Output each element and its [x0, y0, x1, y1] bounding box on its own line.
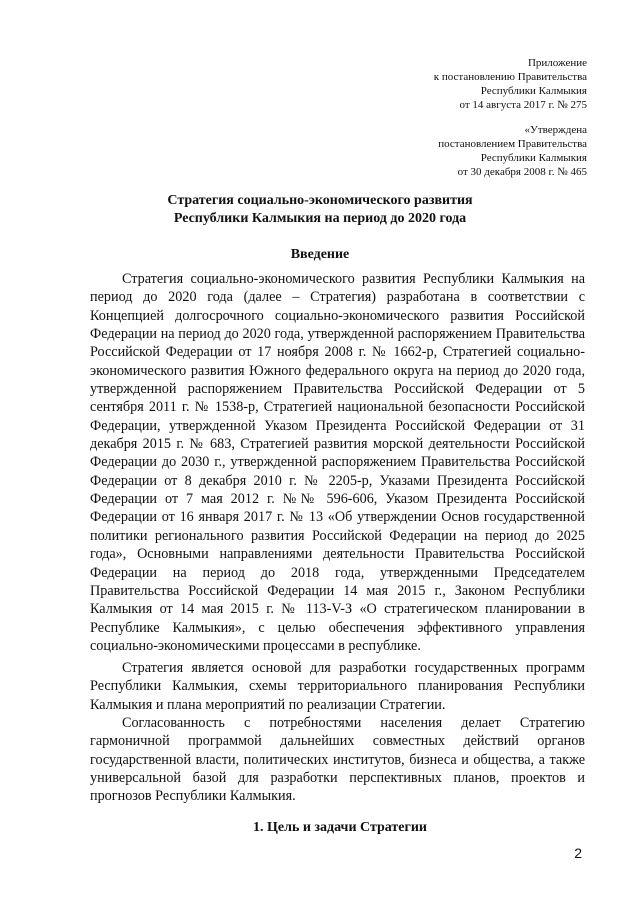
approval-block [438, 123, 587, 179]
title-line: Стратегия социально-экономического развития [167, 193, 473, 208]
appendix-line: от 14 августа 2017 г. № 275 [459, 99, 587, 111]
section-heading: 1. Цель и задачи Стратегии [252, 820, 427, 835]
body-paragraph [90, 659, 585, 714]
body-paragraph [90, 270, 585, 655]
appendix-line: Республики Калмыкия [480, 85, 587, 97]
appendix-line: к постановлению Правительства [433, 71, 587, 83]
paragraph-text: Согласованность с потребностями населения делает Стратегию гармоничной программой дальнейших совместных действий органов государственной власти, политических институтов, бизнеса и общества, а также универсальной базой для разработки перспективных планов, проектов и прогнозов Республики Калмыкия. [90, 715, 585, 805]
page-number: 2 [574, 845, 582, 861]
paragraph-text: Стратегия социально-экономического развития Республики Калмыкия на период до 2020 года (далее – Стратегия) разработана в соответствии с Концепцией долгосрочного социально-экономического развития Российской Федерации на период до 2020 года, утвержденной распоряжением Правительства Российской Федерации от 17 ноября 2008 г. № 1662-р, Стратегией социально-экономического развития Южного федерального округа на период до 2020 года, утвержденной распоряжением Правительства Российской Федерации от 5 сентября 2011 г. № 1538-р, Стратегией национальной безопасности Российской Федерации, утвержденной Указом Президента Российской Федерации от 31 декабря 2015 г. № 683, Стратегией развития морской деятельности Российской Федерации до 2030 г., утвержденной распоряжением Правительства Российской Федерации от 8 декабря 2010 г. № 2205-р, Указами Президента Российской Федерации от 7 мая 2012 г. №№ 596-606, Указом Президента Российской Федерации от 16 января 2017 г. № 13 «Об утверждении Основ государственной политики регионального развития Российской Федерации на период до 2025 года», Основными направлениями деятельности Правительства Российской Федерации на период до 2018 года, утвержденными Председателем Правительства Российской Федерации 14 мая 2015 г., Законом Республики Калмыкия от 14 мая 2015 г. № 113-V-З «О стратегическом планировании в Республике Калмыкия», с целью обеспечения эффективного управления социально-экономическими процессами в республике. [90, 271, 585, 654]
approval-line: постановлением Правительства [438, 138, 587, 150]
body-paragraph [90, 714, 585, 806]
approval-line: от 30 декабря 2008 г. № 465 [457, 166, 587, 178]
paragraph-text: Стратегия является основой для разработки государственных программ Республики Калмыкия, схемы территориального планирования Республики Калмыкия и плана мероприятий по реализации Стратегии. [90, 660, 585, 713]
appendix-block [434, 56, 587, 112]
appendix-line: Приложение [527, 57, 587, 69]
document-title [0, 192, 640, 228]
title-line: Республики Калмыкия на период до 2020 года [173, 211, 467, 226]
approval-line: «Утверждена [524, 124, 587, 136]
intro-heading: Введение [290, 247, 350, 262]
approval-line: Республики Калмыкия [480, 152, 587, 164]
